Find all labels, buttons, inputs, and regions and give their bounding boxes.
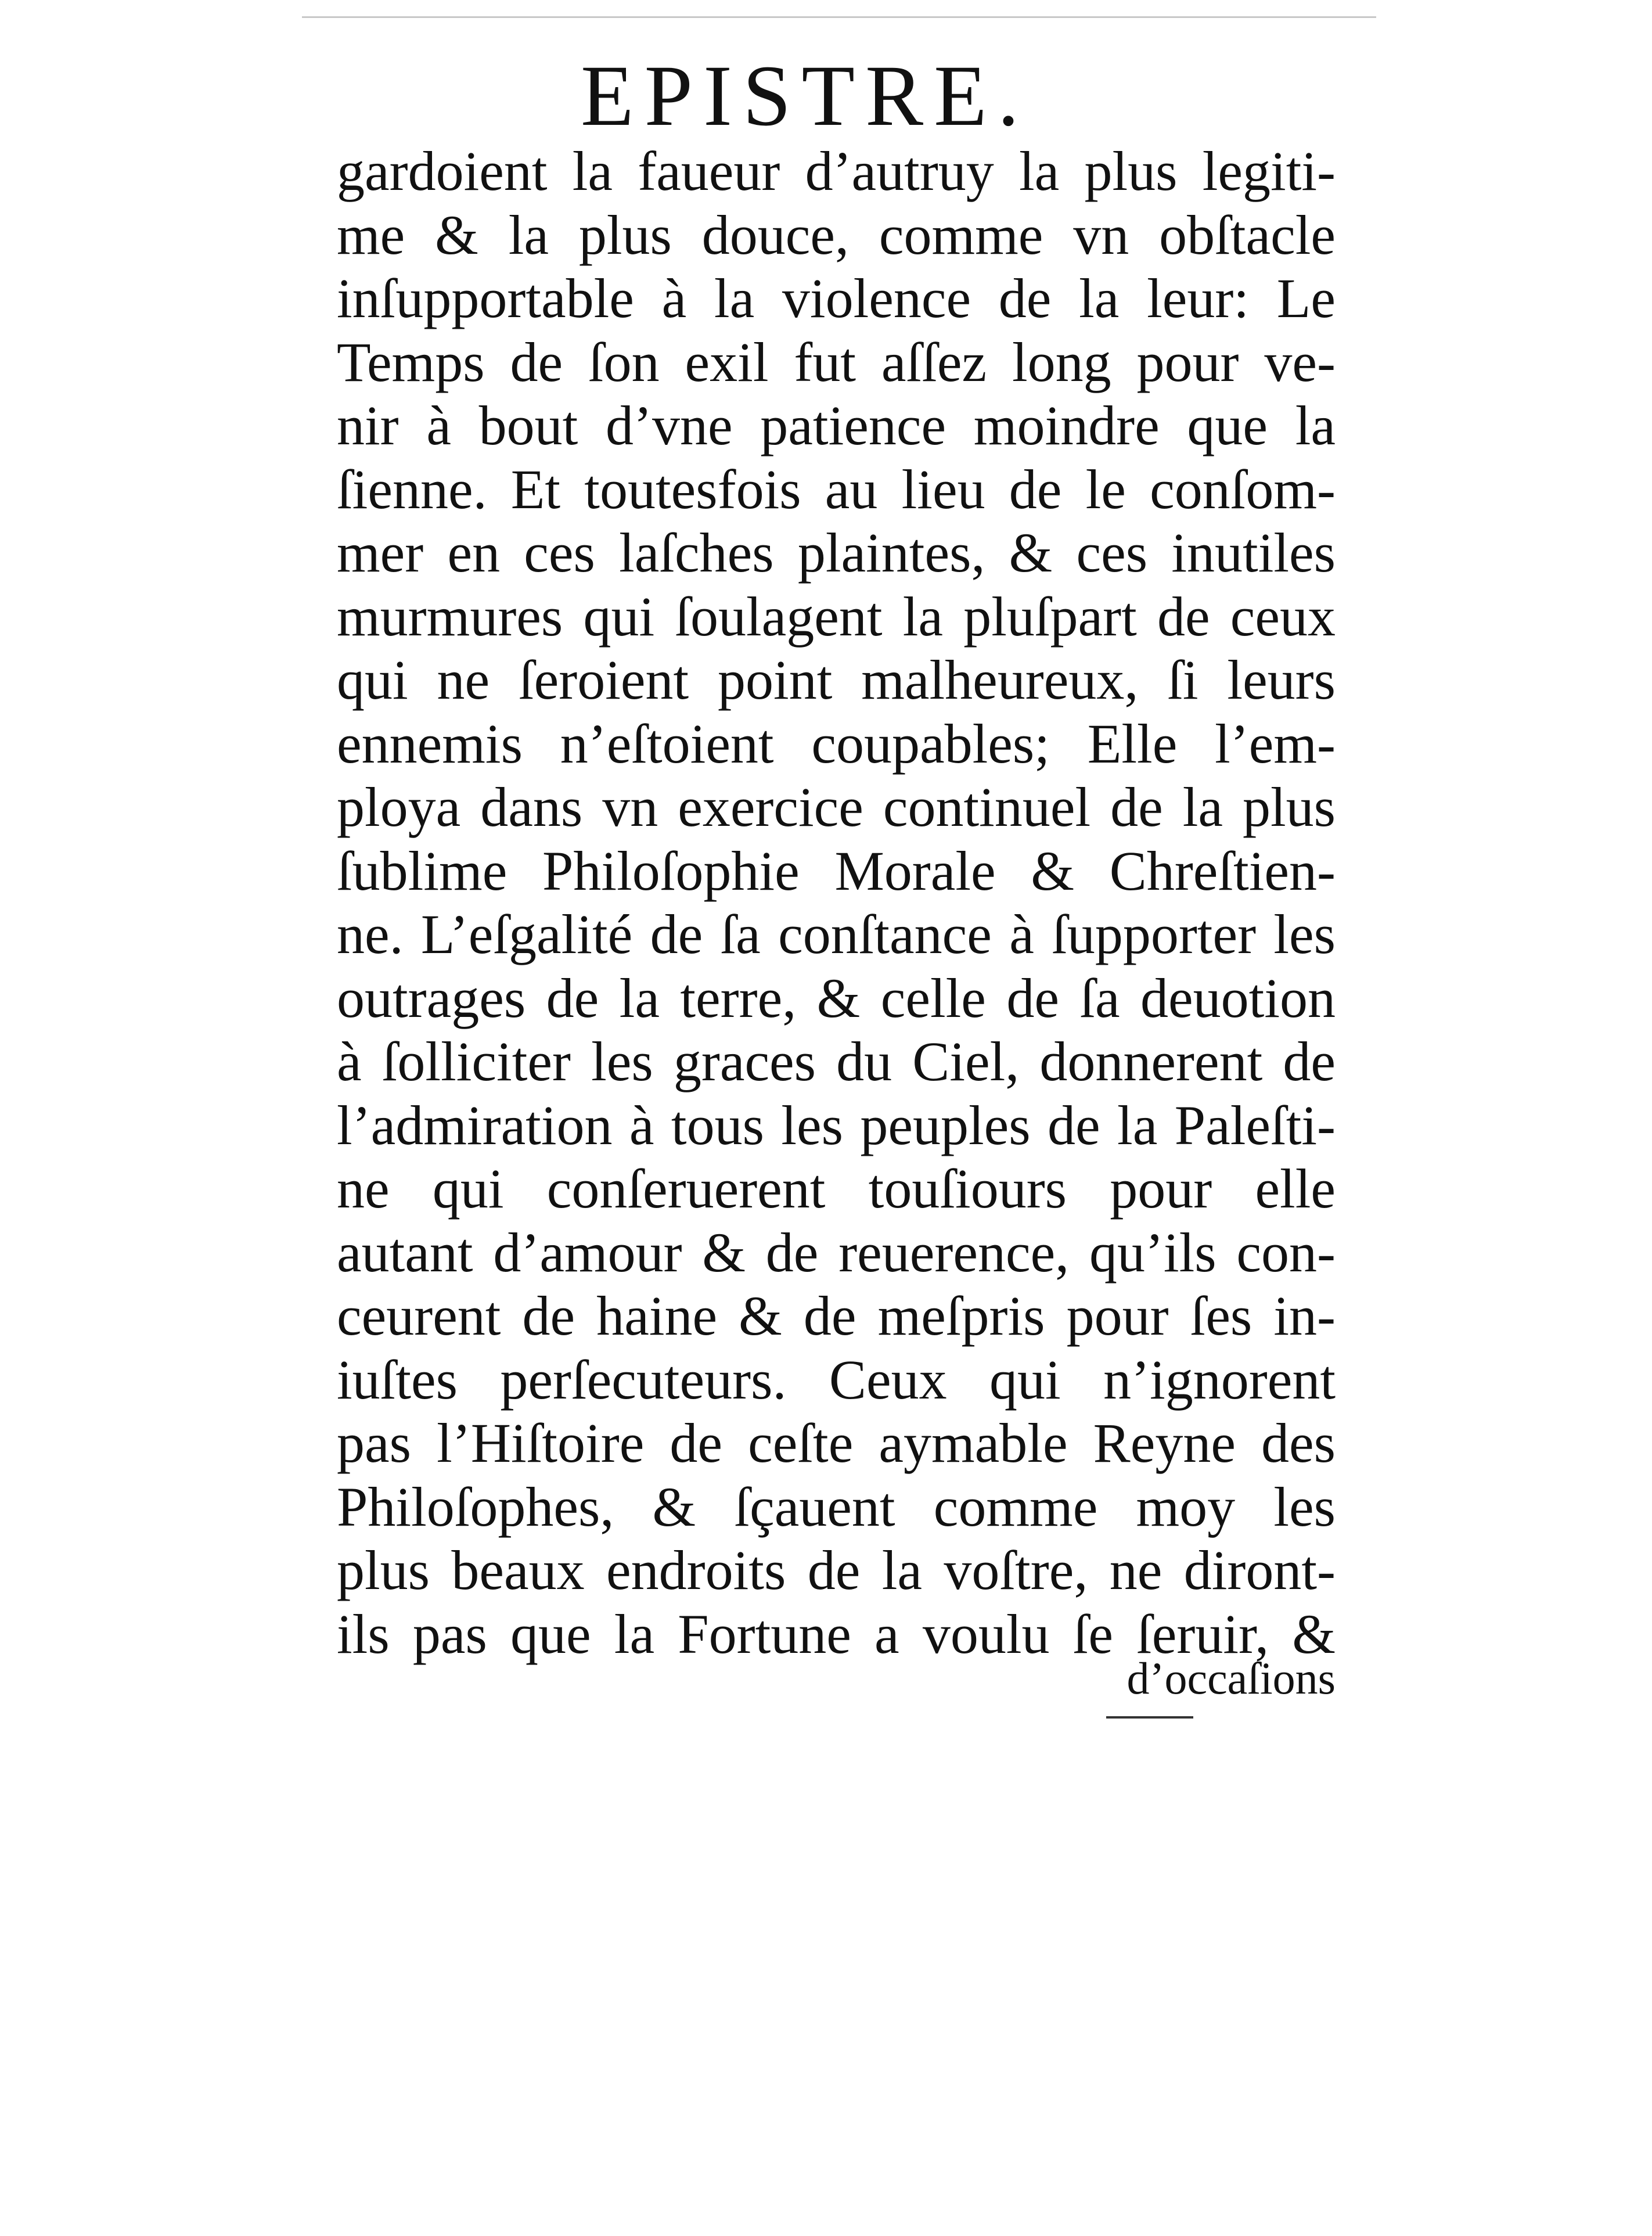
text-line: qui ne ſeroient point malheureux, ſi leurs [337,649,1336,711]
text-line: ils pas que la Fortune a voulu ſe ſeruir, & [337,1602,1336,1665]
body-text [337,139,1336,1666]
text-line: l’admiration à tous les peuples de la Paleſti- [337,1094,1336,1156]
text-line: ceurent de haine & de meſpris pour ſes in- [337,1285,1336,1347]
text-line: ne. L’eſgalité de ſa conſtance à ſupporter les [337,903,1336,965]
text-line: ploya dans vn exercice continuel de la plus [337,776,1336,838]
text-line: nir à bout d’vne patience moindre que la [337,394,1336,456]
text-line: inſupportable à la violence de la leur: Le [337,267,1336,329]
text-line: plus beaux endroits de la voſtre, ne diront- [337,1539,1336,1601]
text-line: mer en ces laſches plaintes, & ces inutiles [337,522,1336,584]
text-line: ſienne. Et toutesfois au lieu de le conſom- [337,458,1336,520]
text-line: Philoſophes, & ſçauent comme moy les [337,1475,1336,1538]
text-line: ennemis n’eſtoient coupables; Elle l’em- [337,712,1336,775]
catchword-rule [1106,1716,1193,1719]
text-line: pas l’Hiſtoire de ceſte aymable Reyne des [337,1412,1336,1474]
text-line: Temps de ſon exil fut aſſez long pour ve- [337,330,1336,393]
catchword: d’occaſions [1126,1653,1336,1703]
text-line: outrages de la terre, & celle de ſa deuotion [337,966,1336,1029]
text-line: me & la plus douce, comme vn obſtacle [337,203,1336,266]
text-line: ne qui conſeruerent touſiours pour elle [337,1157,1336,1220]
running-head: EPISTRE. [581,48,1030,144]
page-top-edge [302,16,1376,18]
text-line: autant d’amour & de reuerence, qu’ils con- [337,1221,1336,1284]
text-line: ſublime Philoſophie Morale & Chreſtien- [337,839,1336,902]
text-line: à ſolliciter les graces du Ciel, donnerent de [337,1030,1336,1092]
text-line: iuſtes perſecuteurs. Ceux qui n’ignorent [337,1348,1336,1411]
text-line: gardoient la faueur d’autruy la plus legiti- [337,140,1336,202]
text-line: murmures qui ſoulagent la pluſpart de ceux [337,585,1336,648]
